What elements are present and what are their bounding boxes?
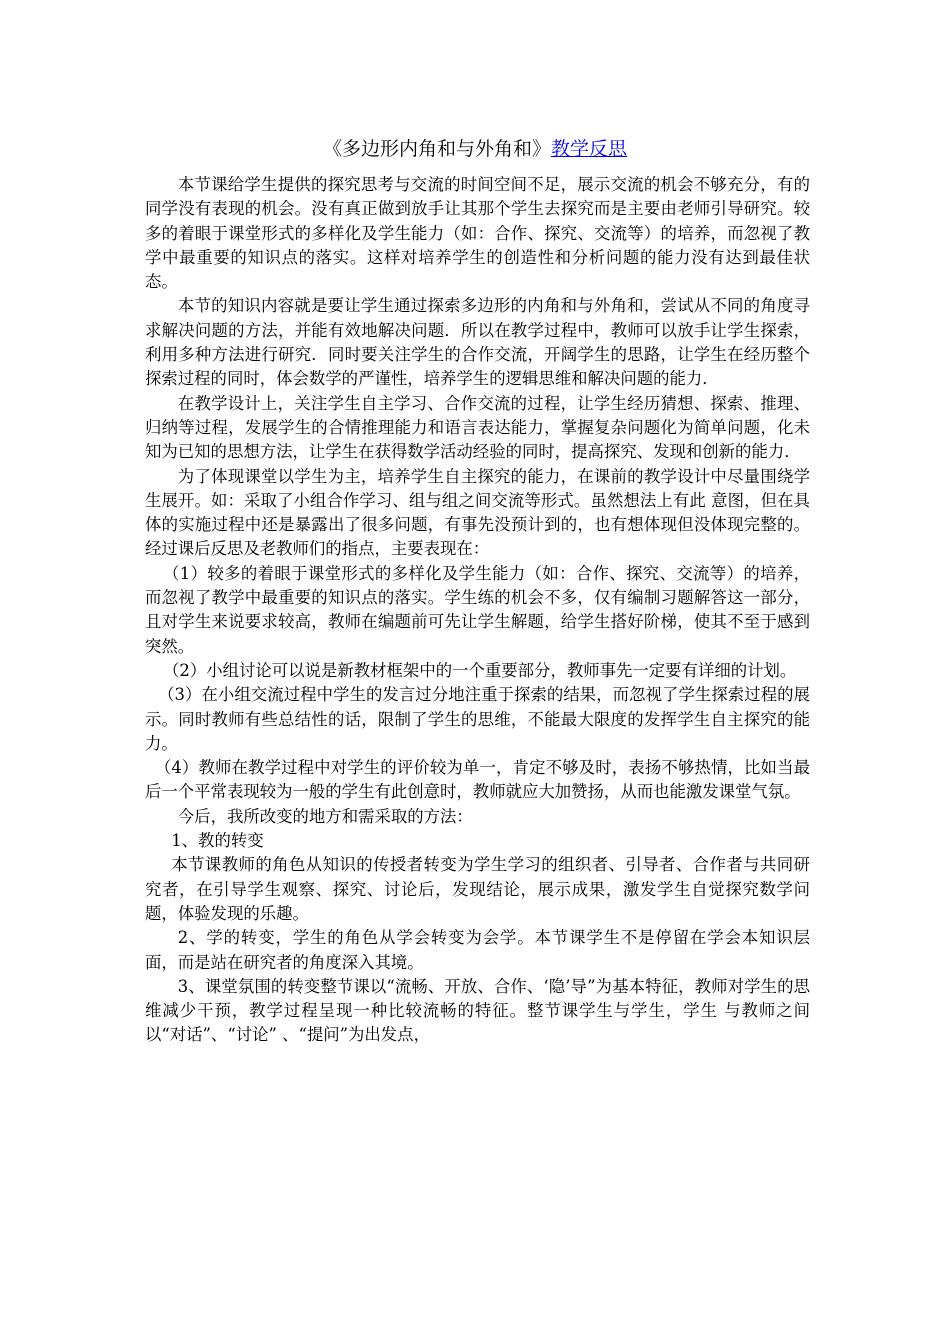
paragraph-learning: 2、学的转变，学生的角色从学会转变为会学。本节课学生不是停留在学会本知识层面，而是站在研究者的角度深入其境。	[145, 928, 810, 972]
list-item-2: （2）小组讨论可以说是新教材框架中的一个重要部分，教师事先一定要有详细的计划。	[163, 660, 797, 680]
title-text: 《多边形内角和与外角和》	[322, 138, 551, 160]
document-title	[0, 134, 950, 164]
paragraph-teaching: 本节课教师的角色从知识的传授者转变为学生学习的组织者、引导者、合作者与共同研究者，在引导学生观察、探究、讨论后，发现结论，展示成果，激发学生自觉探究数学问题，体验发现的乐趣。	[145, 855, 810, 923]
document-body	[145, 173, 810, 1048]
title-link-reflection[interactable]: 教学反思	[551, 138, 628, 160]
paragraph-1: 本节课给学生提供的探究思考与交流的时间空间不足，展示交流的机会不够充分，有的同学没有表现的机会。没有真正做到放手让其那个学生去探究而是主要由老师引导研究。较多的着眼于课堂形式的多样化及学生能力（如：合作、探究、交流等）的培养，而忽视了教学中最重要的知识点的落实。这样对培养学生的创造性和分析问题的能力没有达到最佳状态。	[145, 175, 810, 292]
paragraph-3: 在教学设计上，关注学生自主学习、合作交流的过程，让学生经历猜想、探索、推理、归纳等过程，发展学生的合情推理能力和语言表达能力，掌握复杂问题化为简单问题，化未知为已知的思想方法，让学生在获得数学活动经验的同时，提高探究、发现和创新的能力．	[145, 393, 810, 462]
paragraph-methods-intro: 今后，我所改变的地方和需采取的方法：	[177, 806, 473, 826]
paragraph-atmosphere: 3、课堂氛围的转变整节课以“流畅、开放、合作、‘隐’导”为基本特征，教师对学生的思维减少干预，教学过程呈现一种比较流畅的特征。整节课学生与学生，学生 与教师之间以“对话”、“讨论” 、“提问”为出发点，	[145, 976, 810, 1045]
paragraph-2: 本节的知识内容就是要让学生通过探索多边形的内角和与外角和，尝试从不同的角度寻求解决问题的方法，并能有效地解决问题．所以在教学过程中，教师可以放手让学生探索，利用多种方法进行研究．同时要关注学生的合作交流，开阔学生的思路，让学生在经历整个探索过程的同时，体会数学的严谨性，培养学生的逻辑思维和解决问题的能力．	[145, 296, 810, 389]
list-item-3: （3）在小组交流过程中学生的发言过分地注重于探索的结果，而忽视了学生探索过程的展示。同时教师有些总结性的话，限制了学生的思维，不能最大限度的发挥学生自主探究的能力。	[145, 685, 810, 753]
list-item-4: （4）教师在教学过程中对学生的评价较为单一，肯定不够及时，表扬不够热情，比如当最后一个平常表现较为一般的学生有此创意时，教师就应大加赞扬，从而也能激发课堂气氛。	[145, 758, 810, 802]
paragraph-4: 为了体现课堂以学生为主，培养学生自主探究的能力，在课前的教学设计中尽量围绕学生展开。如：采取了小组合作学习、组与组之间交流等形式。虽然想法上有此 意图，但在具体的实施过程中还是暴露出了很多问题，有事先没预计到的，也有想体现但没体现完整的。经过课后反思及老教师们的指点，主要表现在：	[145, 466, 810, 559]
list-item-1: （1）较多的着眼于课堂形式的多样化及学生能力（如：合作、探究、交流等）的培养，而忽视了教学中最重要的知识点的落实。学生练的机会不多，仅有编制习题解答这一部分，且对学生来说要求较高，教师在编题前可先让学生解题，给学生搭好阶梯，使其不至于感到突然。	[145, 563, 810, 656]
section-heading-teaching: 1、教的转变	[171, 831, 264, 851]
